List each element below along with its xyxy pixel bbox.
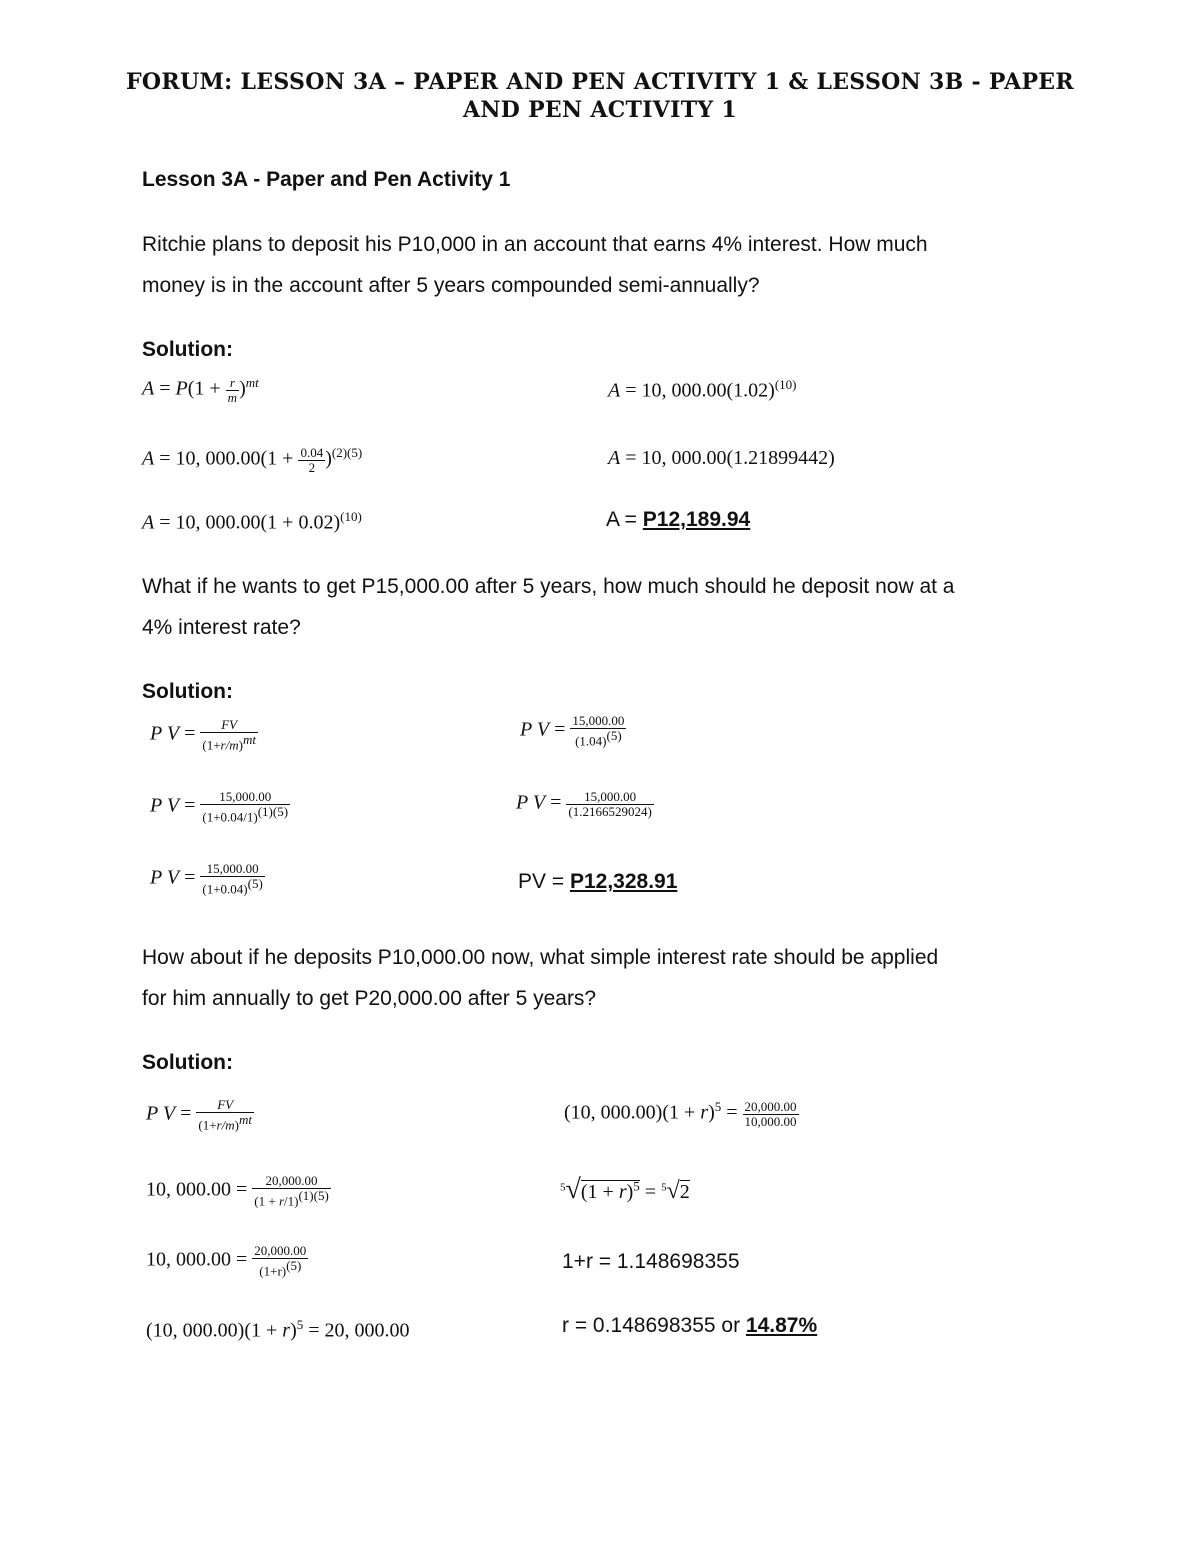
p1-answer: A = P12,189.94 xyxy=(606,508,751,531)
p3-step-4: (10, $000.00)(1 + r)^5 = 20$, 000.00 xyxy=(146,1317,410,1342)
p3-answer: r = 0.148698355 or 14.87% xyxy=(562,1314,818,1337)
p3-step-3: 10, 000.00 = $\frac{20,000.00}{(1+r)^{(5)}}$ xyxy=(146,1243,307,1278)
p1-step-4: A = 10, $000.00(1.02)^{(10)}$ xyxy=(608,377,797,402)
problem-2-text xyxy=(142,566,1072,648)
p1-answer-value: P12,189.94 xyxy=(642,508,751,531)
problem-2-line-2: 4% interest rate? xyxy=(142,616,301,639)
title-line-1: FORUM: LESSON 3A – PAPER AND PEN ACTIVITY 1 & LESSON 3B - PAPER xyxy=(126,69,1074,95)
problem-3-line-2: for him annually to get P20,000.00 after 5 years? xyxy=(142,987,597,1010)
p2-step-4: P V = $\frac{15,000.00}{(1.04)^{(5)}}$ xyxy=(520,713,625,748)
p1-step-5: A = 10, 000.00(1.21899442) xyxy=(608,447,835,469)
p2-formula: P V = $\frac{FV}{(1+r/m)^{mt}}$ xyxy=(150,717,256,752)
title-line-2: AND PEN ACTIVITY 1 xyxy=(462,97,738,123)
solution-label-1: Solution: xyxy=(142,338,233,361)
problem-2-line-1: What if he wants to get P15,000.00 after 5 years, how much should he deposit now at a xyxy=(142,575,955,598)
p3-step-5: (10, $000.00)(1 + r)^5$ = $\frac{20,000.00}{10,000.00}$ xyxy=(564,1099,797,1129)
p1-formula: A = P(1 + $\frac{r}{m}$ )$^{mt}$ xyxy=(142,375,259,405)
p3-step-2: 10, 000.00 = $\frac{20,000.00}{(1 + r/1)^{(1)(5)}}$ xyxy=(146,1173,329,1208)
p2-step-5: P V = $\frac{15,000.00}{(1.2166529024)}$ xyxy=(516,789,652,819)
p1-step-3: A = 10, $000.00(1 + 0.02)^{(10)}$ xyxy=(142,509,362,534)
p2-answer: PV = P12,328.91 xyxy=(518,870,678,893)
problem-1-line-1: Ritchie plans to deposit his P10,000 in an account that earns 4% interest. How much xyxy=(142,233,928,256)
solution-label-3: Solution: xyxy=(142,1051,233,1074)
problem-1-text xyxy=(142,224,1072,306)
problem-1-line-2: money is in the account after 5 years compounded semi-annually? xyxy=(142,274,760,297)
problem-3-text xyxy=(142,937,1072,1019)
p3-formula: P V = $\frac{FV}{(1+r/m)^{mt}}$ xyxy=(146,1097,252,1132)
p2-step-2: P V = $\frac{15,000.00}{(1+0.04/1)^{(1)(5)}}$ xyxy=(150,789,289,824)
p3-step-7: 1+r = 1.148698355 xyxy=(562,1250,740,1273)
forum-title xyxy=(0,68,1200,124)
solution-label-2: Solution: xyxy=(142,680,233,703)
p2-step-3: P V = $\frac{15,000.00}{(1+0.04)^{(5)}}$ xyxy=(150,861,263,896)
problem-3-line-1: How about if he deposits P10,000.00 now, what simple interest rate should be applied xyxy=(142,946,939,969)
p3-answer-value: 14.87% xyxy=(745,1314,818,1337)
p3-step-6: $^5√(1 + r)^5 = ^5√2$ xyxy=(560,1174,690,1205)
lesson-heading: Lesson 3A - Paper and Pen Activity 1 xyxy=(142,168,511,191)
p2-answer-value: P12,328.91 xyxy=(569,870,678,893)
p1-step-2: A = 10, 000.00(1 + $\frac{0.04}{2}$ )$^{(2)(5)}$ xyxy=(142,445,363,475)
